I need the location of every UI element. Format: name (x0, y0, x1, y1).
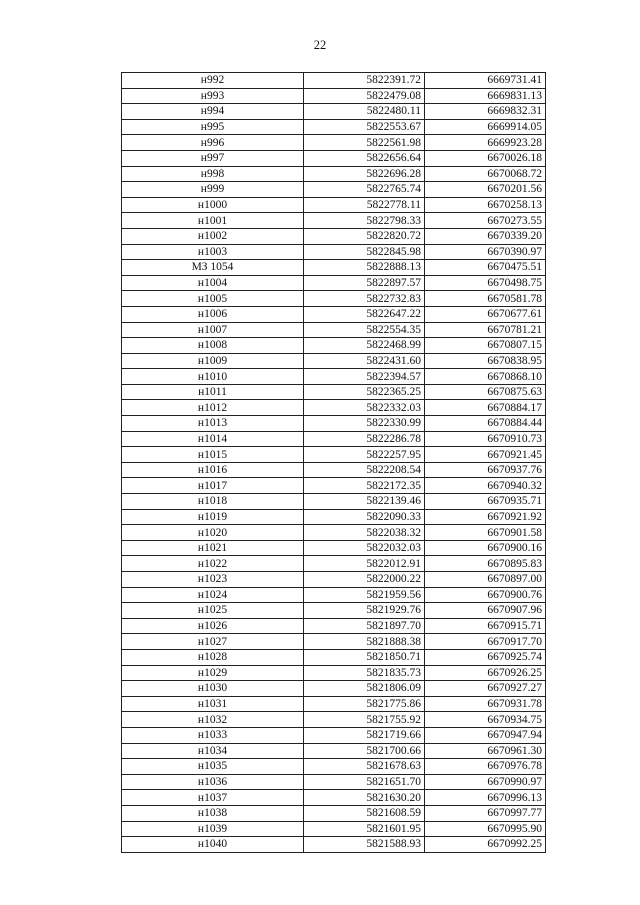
x-coordinate-cell: 5822554.35 (304, 322, 425, 338)
y-coordinate-cell: 6670926.25 (425, 665, 546, 681)
x-coordinate-cell: 5822038.32 (304, 525, 425, 541)
table-row (122, 494, 546, 510)
x-coordinate-cell: 5821835.73 (304, 665, 425, 681)
x-coordinate-cell: 5822090.33 (304, 509, 425, 525)
point-name-cell: н1039 (122, 821, 304, 837)
y-coordinate-cell: 6670838.95 (425, 353, 546, 369)
y-coordinate-cell: 6670921.92 (425, 509, 546, 525)
point-name-cell: н1021 (122, 540, 304, 556)
x-coordinate-cell: 5821755.92 (304, 712, 425, 728)
y-coordinate-cell: 6669923.28 (425, 135, 546, 151)
point-name-cell: н1036 (122, 774, 304, 790)
point-name-cell: н994 (122, 104, 304, 120)
table-row (122, 166, 546, 182)
point-name-cell: н1019 (122, 509, 304, 525)
y-coordinate-cell: 6670900.16 (425, 540, 546, 556)
table-row (122, 182, 546, 198)
x-coordinate-cell: 5822139.46 (304, 494, 425, 510)
x-coordinate-cell: 5822391.72 (304, 73, 425, 89)
point-name-cell: н1033 (122, 727, 304, 743)
point-name-cell: н1025 (122, 603, 304, 619)
point-name-cell: н998 (122, 166, 304, 182)
y-coordinate-cell: 6670931.78 (425, 696, 546, 712)
y-coordinate-cell: 6670339.20 (425, 228, 546, 244)
x-coordinate-cell: 5822778.11 (304, 197, 425, 213)
x-coordinate-cell: 5822845.98 (304, 244, 425, 260)
y-coordinate-cell: 6670273.55 (425, 213, 546, 229)
point-name-cell: н1038 (122, 805, 304, 821)
x-coordinate-cell: 5822208.54 (304, 462, 425, 478)
point-name-cell: н1022 (122, 556, 304, 572)
y-coordinate-cell: 6670875.63 (425, 384, 546, 400)
x-coordinate-cell: 5821929.76 (304, 603, 425, 619)
x-coordinate-cell: 5822479.08 (304, 88, 425, 104)
point-name-cell: н1018 (122, 494, 304, 510)
y-coordinate-cell: 6670910.73 (425, 431, 546, 447)
y-coordinate-cell: 6670937.76 (425, 462, 546, 478)
point-name-cell: н996 (122, 135, 304, 151)
x-coordinate-cell: 5821888.38 (304, 634, 425, 650)
y-coordinate-cell: 6670884.44 (425, 416, 546, 432)
y-coordinate-cell: 6670807.15 (425, 338, 546, 354)
table-row (122, 665, 546, 681)
point-name-cell: н1032 (122, 712, 304, 728)
table-row (122, 821, 546, 837)
table-row (122, 618, 546, 634)
table-row (122, 73, 546, 89)
x-coordinate-cell: 5822888.13 (304, 260, 425, 276)
table-row (122, 525, 546, 541)
y-coordinate-cell: 6670997.77 (425, 805, 546, 821)
x-coordinate-cell: 5821601.95 (304, 821, 425, 837)
point-name-cell: н1029 (122, 665, 304, 681)
point-name-cell: н1011 (122, 384, 304, 400)
y-coordinate-cell: 6670900.76 (425, 587, 546, 603)
point-name-cell: н1005 (122, 291, 304, 307)
x-coordinate-cell: 5822553.67 (304, 119, 425, 135)
x-coordinate-cell: 5822000.22 (304, 572, 425, 588)
point-name-cell: н1001 (122, 213, 304, 229)
y-coordinate-cell: 6670935.71 (425, 494, 546, 510)
point-name-cell: н993 (122, 88, 304, 104)
table-row (122, 572, 546, 588)
table-row (122, 696, 546, 712)
table-row (122, 416, 546, 432)
table-row (122, 634, 546, 650)
x-coordinate-cell: 5822820.72 (304, 228, 425, 244)
x-coordinate-cell: 5822032.03 (304, 540, 425, 556)
point-name-cell: н1015 (122, 447, 304, 463)
point-name-cell: н1030 (122, 681, 304, 697)
table-row (122, 462, 546, 478)
x-coordinate-cell: 5821588.93 (304, 837, 425, 853)
y-coordinate-cell: 6670868.10 (425, 369, 546, 385)
y-coordinate-cell: 6670992.25 (425, 837, 546, 853)
y-coordinate-cell: 6670934.75 (425, 712, 546, 728)
y-coordinate-cell: 6670961.30 (425, 743, 546, 759)
table-row (122, 743, 546, 759)
x-coordinate-cell: 5822330.99 (304, 416, 425, 432)
point-name-cell: н1023 (122, 572, 304, 588)
y-coordinate-cell: 6670475.51 (425, 260, 546, 276)
table-row (122, 322, 546, 338)
point-name-cell: н1031 (122, 696, 304, 712)
y-coordinate-cell: 6669914.05 (425, 119, 546, 135)
table-row (122, 119, 546, 135)
table-row (122, 197, 546, 213)
y-coordinate-cell: 6670921.45 (425, 447, 546, 463)
x-coordinate-cell: 5822172.35 (304, 478, 425, 494)
point-name-cell: н1026 (122, 618, 304, 634)
y-coordinate-cell: 6670201.56 (425, 182, 546, 198)
point-name-cell: н1024 (122, 587, 304, 603)
table-row (122, 431, 546, 447)
x-coordinate-cell: 5822286.78 (304, 431, 425, 447)
y-coordinate-cell: 6670995.90 (425, 821, 546, 837)
x-coordinate-cell: 5821608.59 (304, 805, 425, 821)
table-row (122, 649, 546, 665)
y-coordinate-cell: 6669832.31 (425, 104, 546, 120)
table-row (122, 353, 546, 369)
y-coordinate-cell: 6670884.17 (425, 400, 546, 416)
table-row (122, 759, 546, 775)
table-row (122, 774, 546, 790)
table-row (122, 478, 546, 494)
y-coordinate-cell: 6670897.00 (425, 572, 546, 588)
x-coordinate-cell: 5822480.11 (304, 104, 425, 120)
x-coordinate-cell: 5822798.33 (304, 213, 425, 229)
y-coordinate-cell: 6669831.13 (425, 88, 546, 104)
x-coordinate-cell: 5821719.66 (304, 727, 425, 743)
x-coordinate-cell: 5822468.99 (304, 338, 425, 354)
point-name-cell: н997 (122, 150, 304, 166)
y-coordinate-cell: 6670498.75 (425, 275, 546, 291)
x-coordinate-cell: 5821897.70 (304, 618, 425, 634)
table-row (122, 135, 546, 151)
point-name-cell: н1006 (122, 306, 304, 322)
y-coordinate-cell: 6670947.94 (425, 727, 546, 743)
point-name-cell: н1007 (122, 322, 304, 338)
table-row (122, 244, 546, 260)
table-row (122, 228, 546, 244)
y-coordinate-cell: 6670915.71 (425, 618, 546, 634)
table-row (122, 88, 546, 104)
y-coordinate-cell: 6670925.74 (425, 649, 546, 665)
y-coordinate-cell: 6670026.18 (425, 150, 546, 166)
x-coordinate-cell: 5821630.20 (304, 790, 425, 806)
x-coordinate-cell: 5822365.25 (304, 384, 425, 400)
point-name-cell: н1016 (122, 462, 304, 478)
point-name-cell: МЗ 1054 (122, 260, 304, 276)
point-name-cell: н1008 (122, 338, 304, 354)
table-row (122, 603, 546, 619)
table-row (122, 712, 546, 728)
point-name-cell: н1012 (122, 400, 304, 416)
x-coordinate-cell: 5821775.86 (304, 696, 425, 712)
x-coordinate-cell: 5822332.03 (304, 400, 425, 416)
x-coordinate-cell: 5821700.66 (304, 743, 425, 759)
x-coordinate-cell: 5822012.91 (304, 556, 425, 572)
table-row (122, 727, 546, 743)
y-coordinate-cell: 6670581.78 (425, 291, 546, 307)
y-coordinate-cell: 6670258.13 (425, 197, 546, 213)
table-row (122, 384, 546, 400)
coordinates-table (121, 72, 546, 853)
table-row (122, 275, 546, 291)
table-row (122, 447, 546, 463)
table-row (122, 556, 546, 572)
x-coordinate-cell: 5822897.57 (304, 275, 425, 291)
point-name-cell: н1040 (122, 837, 304, 853)
point-name-cell: н1009 (122, 353, 304, 369)
table-row (122, 338, 546, 354)
table-row (122, 540, 546, 556)
table-row (122, 104, 546, 120)
point-name-cell: н1034 (122, 743, 304, 759)
y-coordinate-cell: 6670390.97 (425, 244, 546, 260)
table-row (122, 509, 546, 525)
x-coordinate-cell: 5822561.98 (304, 135, 425, 151)
point-name-cell: н1027 (122, 634, 304, 650)
x-coordinate-cell: 5821651.70 (304, 774, 425, 790)
x-coordinate-cell: 5822765.74 (304, 182, 425, 198)
point-name-cell: н1035 (122, 759, 304, 775)
table-row (122, 150, 546, 166)
y-coordinate-cell: 6670990.97 (425, 774, 546, 790)
coordinates-table-body (122, 73, 546, 853)
y-coordinate-cell: 6670940.32 (425, 478, 546, 494)
y-coordinate-cell: 6670901.58 (425, 525, 546, 541)
x-coordinate-cell: 5821850.71 (304, 649, 425, 665)
table-row (122, 790, 546, 806)
point-name-cell: н1037 (122, 790, 304, 806)
table-row (122, 837, 546, 853)
y-coordinate-cell: 6670895.83 (425, 556, 546, 572)
point-name-cell: н995 (122, 119, 304, 135)
table-row (122, 681, 546, 697)
y-coordinate-cell: 6670068.72 (425, 166, 546, 182)
point-name-cell: н1010 (122, 369, 304, 385)
y-coordinate-cell: 6670677.61 (425, 306, 546, 322)
point-name-cell: н1004 (122, 275, 304, 291)
page-number: 22 (313, 38, 327, 52)
x-coordinate-cell: 5822394.57 (304, 369, 425, 385)
x-coordinate-cell: 5821806.09 (304, 681, 425, 697)
x-coordinate-cell: 5822647.22 (304, 306, 425, 322)
table-row (122, 587, 546, 603)
y-coordinate-cell: 6669731.41 (425, 73, 546, 89)
point-name-cell: н1000 (122, 197, 304, 213)
x-coordinate-cell: 5822431.60 (304, 353, 425, 369)
point-name-cell: н1003 (122, 244, 304, 260)
point-name-cell: н1020 (122, 525, 304, 541)
y-coordinate-cell: 6670907.96 (425, 603, 546, 619)
point-name-cell: н1002 (122, 228, 304, 244)
table-row (122, 805, 546, 821)
x-coordinate-cell: 5822656.64 (304, 150, 425, 166)
table-row (122, 306, 546, 322)
point-name-cell: н992 (122, 73, 304, 89)
y-coordinate-cell: 6670927.27 (425, 681, 546, 697)
point-name-cell: н1017 (122, 478, 304, 494)
x-coordinate-cell: 5821959.56 (304, 587, 425, 603)
y-coordinate-cell: 6670996.13 (425, 790, 546, 806)
table-row (122, 291, 546, 307)
table-row (122, 400, 546, 416)
x-coordinate-cell: 5821678.63 (304, 759, 425, 775)
point-name-cell: н999 (122, 182, 304, 198)
point-name-cell: н1014 (122, 431, 304, 447)
table-row (122, 369, 546, 385)
y-coordinate-cell: 6670917.70 (425, 634, 546, 650)
x-coordinate-cell: 5822257.95 (304, 447, 425, 463)
table-row (122, 260, 546, 276)
point-name-cell: н1013 (122, 416, 304, 432)
table-row (122, 213, 546, 229)
y-coordinate-cell: 6670976.78 (425, 759, 546, 775)
point-name-cell: н1028 (122, 649, 304, 665)
x-coordinate-cell: 5822732.83 (304, 291, 425, 307)
x-coordinate-cell: 5822696.28 (304, 166, 425, 182)
y-coordinate-cell: 6670781.21 (425, 322, 546, 338)
